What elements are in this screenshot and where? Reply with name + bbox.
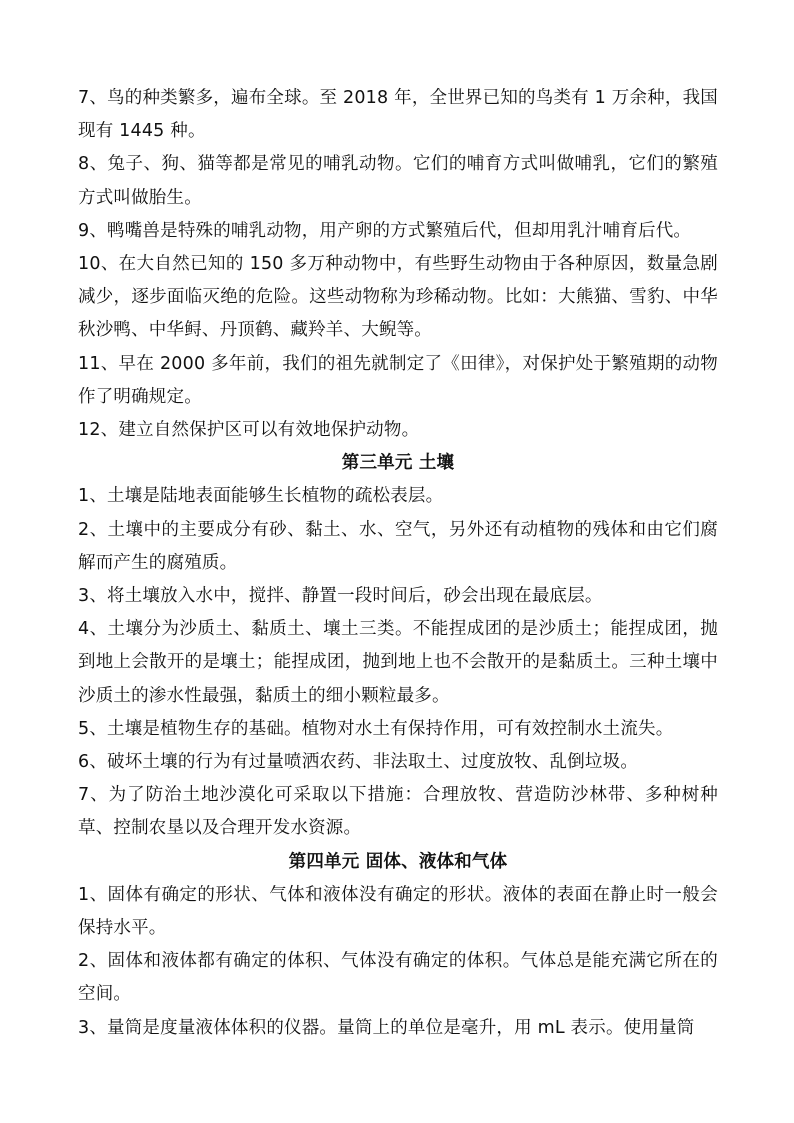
item-7: 7、鸟的种类繁多，遍布全球。至 2018 年，全世界已知的鸟类有 1 万余种，我国现有 1445 种。	[78, 88, 718, 142]
unit3-item-7: 7、为了防治土地沙漠化可采取以下措施：合理放牧、营造防沙林带、多种树种草、控制农垦以及合理开发水资源。	[78, 785, 718, 839]
item-11: 11、早在 2000 多年前，我们的祖先就制定了《田律》，对保护处于繁殖期的动物作了明确规定。	[78, 353, 718, 407]
unit3-item-6: 6、破坏土壤的行为有过量喷洒农药、非法取土、过度放牧、乱倒垃圾。	[78, 752, 639, 773]
unit4-item-2: 2、固体和液体都有确定的体积、气体没有确定的体积。气体总是能充满它所在的空间。	[78, 951, 718, 1005]
unit3-item-4: 4、土壤分为沙质土、黏质土、壤土三类。不能捏成团的是沙质土；能捏成团，抛到地上会散开的是壤土；能捏成团，抛到地上也不会散开的是黏质土。三种土壤中沙质土的渗水性最强，黏质土的细小颗粒最多。	[78, 619, 718, 706]
unit4-item-1: 1、固体有确定的形状、气体和液体没有确定的形状。液体的表面在静止时一般会保持水平。	[78, 884, 718, 939]
document-page	[78, 82, 718, 1045]
unit3-item-2: 2、土壤中的主要成分有砂、黏土、水、空气，另外还有动植物的残体和由它们腐解而产生的腐殖质。	[78, 519, 718, 573]
unit4-heading: 第四单元 固体、液体和气体	[288, 851, 508, 872]
unit3-item-1: 1、土壤是陆地表面能够生长植物的疏松表层。	[78, 486, 444, 507]
unit3-item-3: 3、将土壤放入水中，搅拌、静置一段时间后，砂会出现在最底层。	[78, 586, 603, 607]
item-10: 10、在大自然已知的 150 多万种动物中，有些野生动物由于各种原因，数量急剧减少，逐步面临灭绝的危险。这些动物称为珍稀动物。比如：大熊猫、雪豹、中华秋沙鸭、中华鲟、丹顶鹤、藏羚羊、大鲵等。	[78, 254, 718, 341]
unit4-item-3: 3、量筒是度量液体体积的仪器。量筒上的单位是毫升，用 mL 表示。使用量筒	[78, 1017, 695, 1038]
unit3-item-5: 5、土壤是植物生存的基础。植物对水土有保持作用，可有效控制水土流失。	[78, 718, 674, 739]
item-8: 8、兔子、狗、猫等都是常见的哺乳动物。它们的哺育方式叫做哺乳，它们的繁殖方式叫做胎生。	[78, 154, 718, 208]
item-9: 9、鸭嘴兽是特殊的哺乳动物，用产卵的方式繁殖后代，但却用乳汁哺育后代。	[78, 220, 692, 241]
unit3-heading: 第三单元 土壤	[341, 453, 455, 474]
item-12: 12、建立自然保护区可以有效地保护动物。	[78, 420, 420, 441]
